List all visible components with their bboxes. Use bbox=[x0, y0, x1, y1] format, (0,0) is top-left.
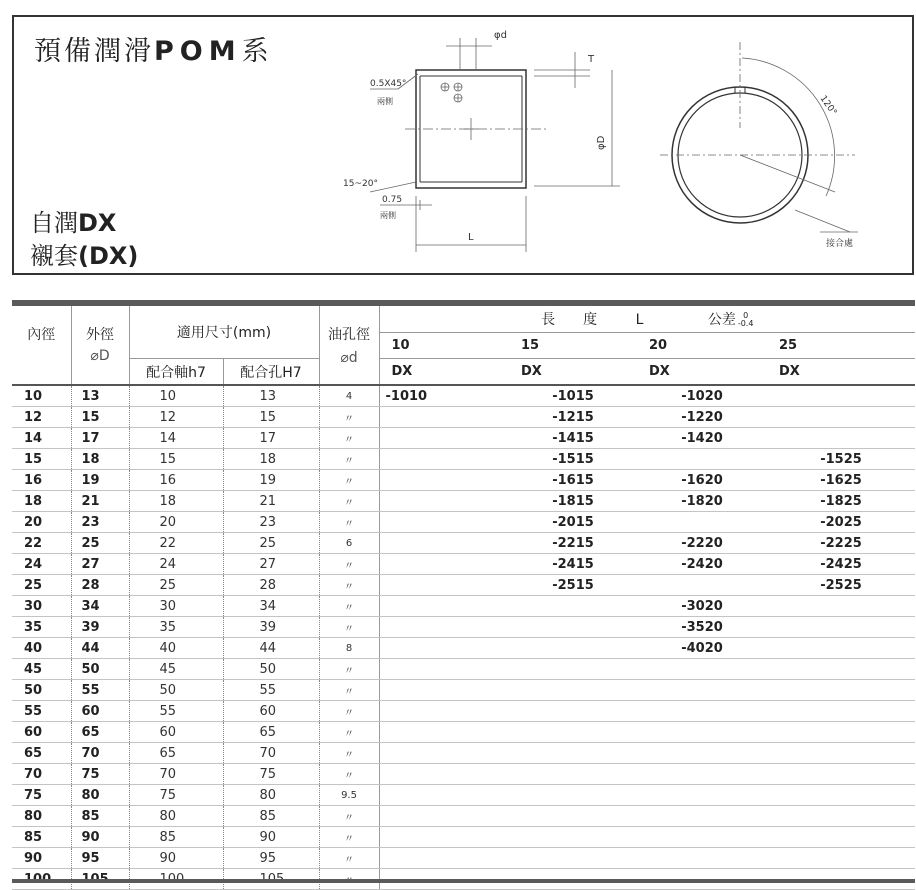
row-shaft: 15 bbox=[129, 449, 223, 470]
row-shaft: 25 bbox=[129, 575, 223, 596]
row-dx-15: -1815 bbox=[509, 491, 637, 512]
row-dx-20: -3520 bbox=[637, 617, 767, 638]
row-inner: 60 bbox=[12, 722, 71, 743]
row-inner: 25 bbox=[12, 575, 71, 596]
label-phi-D: φD bbox=[596, 135, 607, 150]
row-hole: 21 bbox=[223, 491, 319, 512]
row-dx-15 bbox=[509, 701, 637, 722]
row-hole: 80 bbox=[223, 785, 319, 806]
row-hole: 55 bbox=[223, 680, 319, 701]
row-oil: 〃 bbox=[319, 701, 379, 722]
table-row bbox=[12, 680, 915, 701]
table-row bbox=[12, 575, 915, 596]
row-hole: 85 bbox=[223, 806, 319, 827]
row-outer: 44 bbox=[71, 638, 129, 659]
row-dx-10 bbox=[379, 470, 509, 491]
row-dx-20: -1820 bbox=[637, 491, 767, 512]
row-hole: 95 bbox=[223, 848, 319, 869]
row-dx-20 bbox=[637, 848, 767, 869]
row-outer: 13 bbox=[71, 386, 129, 407]
row-outer: 70 bbox=[71, 743, 129, 764]
table-row bbox=[12, 449, 915, 470]
subtitle1-text: 自潤 bbox=[30, 209, 78, 237]
row-dx-25 bbox=[767, 827, 915, 848]
row-shaft: 70 bbox=[129, 764, 223, 785]
row-hole: 28 bbox=[223, 575, 319, 596]
table-row bbox=[12, 659, 915, 680]
row-hole: 70 bbox=[223, 743, 319, 764]
row-oil: 〃 bbox=[319, 407, 379, 428]
row-hole: 90 bbox=[223, 827, 319, 848]
row-outer: 28 bbox=[71, 575, 129, 596]
row-shaft: 16 bbox=[129, 470, 223, 491]
row-oil: 〃 bbox=[319, 722, 379, 743]
row-shaft: 80 bbox=[129, 806, 223, 827]
header-length-10: 10 bbox=[379, 333, 509, 359]
row-dx-15 bbox=[509, 596, 637, 617]
row-dx-20 bbox=[637, 701, 767, 722]
row-oil: 〃 bbox=[319, 512, 379, 533]
row-shaft: 90 bbox=[129, 848, 223, 869]
row-hole: 34 bbox=[223, 596, 319, 617]
table-row bbox=[12, 722, 915, 743]
row-dx-10: -1010 bbox=[379, 386, 509, 407]
row-shaft: 12 bbox=[129, 407, 223, 428]
header-outer-sym: ⌀D bbox=[90, 348, 110, 364]
row-shaft: 60 bbox=[129, 722, 223, 743]
row-dx-25: -2025 bbox=[767, 512, 915, 533]
row-hole: 15 bbox=[223, 407, 319, 428]
header-oil bbox=[319, 306, 379, 385]
row-dx-20 bbox=[637, 806, 767, 827]
row-dx-15 bbox=[509, 722, 637, 743]
row-oil: 〃 bbox=[319, 554, 379, 575]
row-dx-20 bbox=[637, 512, 767, 533]
header-dx-10: DX bbox=[391, 364, 413, 379]
row-dx-10 bbox=[379, 407, 509, 428]
row-dx-15: -1415 bbox=[509, 428, 637, 449]
header-length-25: 25 bbox=[767, 333, 915, 359]
row-dx-20: -1020 bbox=[637, 386, 767, 407]
row-shaft: 50 bbox=[129, 680, 223, 701]
row-oil: 〃 bbox=[319, 743, 379, 764]
row-outer: 85 bbox=[71, 806, 129, 827]
joint-leader bbox=[795, 210, 850, 232]
row-shaft: 85 bbox=[129, 827, 223, 848]
row-dx-20 bbox=[637, 827, 767, 848]
row-dx-10 bbox=[379, 659, 509, 680]
table-row bbox=[12, 512, 915, 533]
row-inner: 40 bbox=[12, 638, 71, 659]
header-tol-label: 公差 bbox=[707, 312, 736, 328]
header-shaft: 配合軸h7 bbox=[129, 359, 223, 386]
row-outer: 17 bbox=[71, 428, 129, 449]
row-outer: 75 bbox=[71, 764, 129, 785]
row-outer: 50 bbox=[71, 659, 129, 680]
row-hole: 13 bbox=[223, 386, 319, 407]
header-tol-upper: 0 bbox=[743, 311, 749, 320]
table-row bbox=[12, 554, 915, 575]
row-oil: 〃 bbox=[319, 827, 379, 848]
header-length-15: 15 bbox=[509, 333, 637, 359]
table-row bbox=[12, 827, 915, 848]
row-dx-10 bbox=[379, 428, 509, 449]
row-outer: 15 bbox=[71, 407, 129, 428]
row-dx-25 bbox=[767, 386, 915, 407]
row-dx-25 bbox=[767, 848, 915, 869]
row-inner: 30 bbox=[12, 596, 71, 617]
subtitle2-code: (DX) bbox=[78, 242, 139, 270]
row-oil: 〃 bbox=[319, 491, 379, 512]
table-row bbox=[12, 386, 915, 407]
row-dx-15 bbox=[509, 785, 637, 806]
row-outer: 27 bbox=[71, 554, 129, 575]
row-dx-25 bbox=[767, 764, 915, 785]
row-shaft: 75 bbox=[129, 785, 223, 806]
row-hole: 65 bbox=[223, 722, 319, 743]
table-body bbox=[12, 386, 915, 890]
row-dx-15: -1615 bbox=[509, 470, 637, 491]
row-shaft: 22 bbox=[129, 533, 223, 554]
row-dx-25 bbox=[767, 428, 915, 449]
row-dx-10 bbox=[379, 785, 509, 806]
row-outer: 55 bbox=[71, 680, 129, 701]
row-dx-15 bbox=[509, 680, 637, 701]
label-joint: 接合處 bbox=[826, 239, 854, 249]
header-fit: 適用尺寸(mm) bbox=[129, 306, 319, 359]
row-dx-20: -1420 bbox=[637, 428, 767, 449]
row-dx-15: -1515 bbox=[509, 449, 637, 470]
label-t: T bbox=[588, 54, 595, 65]
row-dx-25 bbox=[767, 785, 915, 806]
row-oil: 〃 bbox=[319, 680, 379, 701]
row-dx-20 bbox=[637, 449, 767, 470]
header-hole: 配合孔H7 bbox=[223, 359, 319, 386]
row-inner: 20 bbox=[12, 512, 71, 533]
row-dx-25: -1825 bbox=[767, 491, 915, 512]
row-dx-20 bbox=[637, 743, 767, 764]
angle-arc bbox=[742, 58, 835, 196]
row-dx-10 bbox=[379, 596, 509, 617]
row-dx-15 bbox=[509, 827, 637, 848]
row-outer: 39 bbox=[71, 617, 129, 638]
row-hole: 23 bbox=[223, 512, 319, 533]
row-oil: 8 bbox=[319, 638, 379, 659]
table-row bbox=[12, 491, 915, 512]
row-oil: 〃 bbox=[319, 449, 379, 470]
header-oil-label: 油孔徑 bbox=[328, 327, 371, 343]
label-angle-120: 120° bbox=[817, 93, 839, 118]
spec-table-wrap bbox=[12, 300, 915, 890]
label-angle-range: 15~20° bbox=[343, 179, 378, 189]
row-dx-10 bbox=[379, 806, 509, 827]
row-outer: 19 bbox=[71, 470, 129, 491]
title-tail: 系 bbox=[241, 36, 272, 67]
table-row bbox=[12, 764, 915, 785]
row-inner: 22 bbox=[12, 533, 71, 554]
row-hole: 39 bbox=[223, 617, 319, 638]
row-shaft: 20 bbox=[129, 512, 223, 533]
ring-radius-line bbox=[740, 155, 835, 192]
row-shaft: 14 bbox=[129, 428, 223, 449]
row-dx-15 bbox=[509, 848, 637, 869]
row-dx-10 bbox=[379, 491, 509, 512]
header-inner: 內徑 bbox=[12, 306, 71, 385]
row-shaft: 45 bbox=[129, 659, 223, 680]
header-length-l: L bbox=[635, 312, 644, 328]
row-inner: 15 bbox=[12, 449, 71, 470]
row-dx-10 bbox=[379, 743, 509, 764]
row-dx-25: -2225 bbox=[767, 533, 915, 554]
header-tol-values bbox=[738, 312, 754, 328]
row-dx-20 bbox=[637, 764, 767, 785]
row-dx-20 bbox=[637, 659, 767, 680]
label-l: L bbox=[468, 232, 474, 243]
row-inner: 16 bbox=[12, 470, 71, 491]
row-dx-10 bbox=[379, 848, 509, 869]
row-dx-20: -1620 bbox=[637, 470, 767, 491]
row-dx-25 bbox=[767, 617, 915, 638]
row-hole: 25 bbox=[223, 533, 319, 554]
row-outer: 23 bbox=[71, 512, 129, 533]
row-dx-15 bbox=[509, 806, 637, 827]
row-dx-15: -2015 bbox=[509, 512, 637, 533]
row-outer: 90 bbox=[71, 827, 129, 848]
table-row bbox=[12, 743, 915, 764]
table-row bbox=[12, 848, 915, 869]
header-tol-lower: -0.4 bbox=[737, 319, 754, 328]
row-dx-25 bbox=[767, 701, 915, 722]
row-hole: 75 bbox=[223, 764, 319, 785]
row-outer: 25 bbox=[71, 533, 129, 554]
row-oil: 〃 bbox=[319, 848, 379, 869]
row-dx-15 bbox=[509, 638, 637, 659]
row-dx-10 bbox=[379, 449, 509, 470]
row-oil: 〃 bbox=[319, 470, 379, 491]
label-chamfer-note: 兩側 bbox=[377, 97, 393, 106]
row-outer: 65 bbox=[71, 722, 129, 743]
spec-table bbox=[12, 306, 915, 890]
header-length bbox=[379, 306, 915, 333]
row-inner: 75 bbox=[12, 785, 71, 806]
table-row bbox=[12, 470, 915, 491]
row-dx-25 bbox=[767, 596, 915, 617]
row-dx-10 bbox=[379, 827, 509, 848]
row-dx-25 bbox=[767, 806, 915, 827]
row-shaft: 18 bbox=[129, 491, 223, 512]
row-dx-15 bbox=[509, 764, 637, 785]
row-dx-25 bbox=[767, 407, 915, 428]
label-edge: 0.75 bbox=[382, 195, 403, 205]
row-hole: 19 bbox=[223, 470, 319, 491]
row-dx-10 bbox=[379, 512, 509, 533]
row-inner: 24 bbox=[12, 554, 71, 575]
row-oil: 〃 bbox=[319, 659, 379, 680]
row-dx-15 bbox=[509, 617, 637, 638]
row-dx-25: -1525 bbox=[767, 449, 915, 470]
row-oil: 6 bbox=[319, 533, 379, 554]
table-row bbox=[12, 533, 915, 554]
row-outer: 60 bbox=[71, 701, 129, 722]
row-oil: 〃 bbox=[319, 764, 379, 785]
row-dx-20: -1220 bbox=[637, 407, 767, 428]
row-dx-25: -2525 bbox=[767, 575, 915, 596]
row-inner: 12 bbox=[12, 407, 71, 428]
subtitle1-code: DX bbox=[78, 209, 117, 237]
label-chamfer: 0.5X45° bbox=[370, 79, 407, 89]
row-dx-15: -1215 bbox=[509, 407, 637, 428]
label-edge-note: 兩側 bbox=[380, 211, 396, 220]
row-dx-10 bbox=[379, 533, 509, 554]
table-row bbox=[12, 428, 915, 449]
row-dx-20 bbox=[637, 680, 767, 701]
header-dx-15: DX bbox=[521, 364, 542, 379]
header-dx-25: DX bbox=[779, 364, 800, 379]
row-inner: 10 bbox=[12, 386, 71, 407]
row-dx-25 bbox=[767, 743, 915, 764]
row-dx-10 bbox=[379, 722, 509, 743]
table-row bbox=[12, 785, 915, 806]
row-shaft: 35 bbox=[129, 617, 223, 638]
subtitle2-text: 襯套 bbox=[30, 242, 78, 270]
row-hole: 17 bbox=[223, 428, 319, 449]
table-bottom-bar bbox=[12, 879, 915, 883]
row-outer: 95 bbox=[71, 848, 129, 869]
row-inner: 14 bbox=[12, 428, 71, 449]
row-dx-15 bbox=[509, 743, 637, 764]
row-shaft: 65 bbox=[129, 743, 223, 764]
row-hole: 27 bbox=[223, 554, 319, 575]
row-shaft: 55 bbox=[129, 701, 223, 722]
row-dx-20 bbox=[637, 785, 767, 806]
row-oil: 9.5 bbox=[319, 785, 379, 806]
row-inner: 45 bbox=[12, 659, 71, 680]
row-oil: 〃 bbox=[319, 428, 379, 449]
row-inner: 70 bbox=[12, 764, 71, 785]
row-dx-20: -2220 bbox=[637, 533, 767, 554]
table-row bbox=[12, 596, 915, 617]
row-dx-10 bbox=[379, 701, 509, 722]
label-phi-d: φd bbox=[494, 30, 507, 41]
row-dx-25 bbox=[767, 680, 915, 701]
row-dx-25: -2425 bbox=[767, 554, 915, 575]
row-dx-15 bbox=[509, 659, 637, 680]
row-dx-20 bbox=[637, 722, 767, 743]
header-outer-label: 外徑 bbox=[86, 327, 114, 343]
row-inner: 35 bbox=[12, 617, 71, 638]
header-oil-sym: ⌀d bbox=[340, 350, 358, 366]
row-oil: 〃 bbox=[319, 575, 379, 596]
row-outer: 34 bbox=[71, 596, 129, 617]
row-dx-10 bbox=[379, 638, 509, 659]
row-outer: 18 bbox=[71, 449, 129, 470]
row-dx-25: -1625 bbox=[767, 470, 915, 491]
row-inner: 50 bbox=[12, 680, 71, 701]
row-dx-15: -2415 bbox=[509, 554, 637, 575]
row-dx-15: -2215 bbox=[509, 533, 637, 554]
row-dx-25 bbox=[767, 659, 915, 680]
row-dx-15: -1015 bbox=[509, 386, 637, 407]
row-oil: 〃 bbox=[319, 596, 379, 617]
row-dx-20 bbox=[637, 575, 767, 596]
row-dx-10 bbox=[379, 764, 509, 785]
row-dx-10 bbox=[379, 680, 509, 701]
row-inner: 65 bbox=[12, 743, 71, 764]
title-pom: POM bbox=[154, 36, 242, 67]
row-inner: 55 bbox=[12, 701, 71, 722]
table-row bbox=[12, 638, 915, 659]
row-dx-20: -2420 bbox=[637, 554, 767, 575]
row-inner: 80 bbox=[12, 806, 71, 827]
row-oil: 4 bbox=[319, 386, 379, 407]
row-dx-25 bbox=[767, 722, 915, 743]
row-dx-20: -4020 bbox=[637, 638, 767, 659]
header-dx-20: DX bbox=[649, 364, 670, 379]
bushing-drawing bbox=[0, 0, 916, 290]
table-row bbox=[12, 806, 915, 827]
row-dx-15: -2515 bbox=[509, 575, 637, 596]
row-inner: 90 bbox=[12, 848, 71, 869]
table-row bbox=[12, 407, 915, 428]
row-hole: 18 bbox=[223, 449, 319, 470]
row-dx-10 bbox=[379, 575, 509, 596]
row-hole: 60 bbox=[223, 701, 319, 722]
row-dx-10 bbox=[379, 617, 509, 638]
row-inner: 18 bbox=[12, 491, 71, 512]
row-outer: 21 bbox=[71, 491, 129, 512]
title-text: 預備潤滑 bbox=[34, 36, 154, 67]
row-shaft: 24 bbox=[129, 554, 223, 575]
table-row bbox=[12, 617, 915, 638]
row-shaft: 40 bbox=[129, 638, 223, 659]
row-hole: 44 bbox=[223, 638, 319, 659]
row-dx-10 bbox=[379, 554, 509, 575]
header-outer bbox=[71, 306, 129, 385]
table-row bbox=[12, 701, 915, 722]
row-hole: 50 bbox=[223, 659, 319, 680]
row-outer: 80 bbox=[71, 785, 129, 806]
row-dx-25 bbox=[767, 638, 915, 659]
row-inner: 85 bbox=[12, 827, 71, 848]
row-oil: 〃 bbox=[319, 617, 379, 638]
row-dx-20: -3020 bbox=[637, 596, 767, 617]
row-oil: 〃 bbox=[319, 806, 379, 827]
row-shaft: 10 bbox=[129, 386, 223, 407]
header-length-20: 20 bbox=[637, 333, 767, 359]
row-shaft: 30 bbox=[129, 596, 223, 617]
header-length-label: 長 度 bbox=[541, 312, 598, 328]
